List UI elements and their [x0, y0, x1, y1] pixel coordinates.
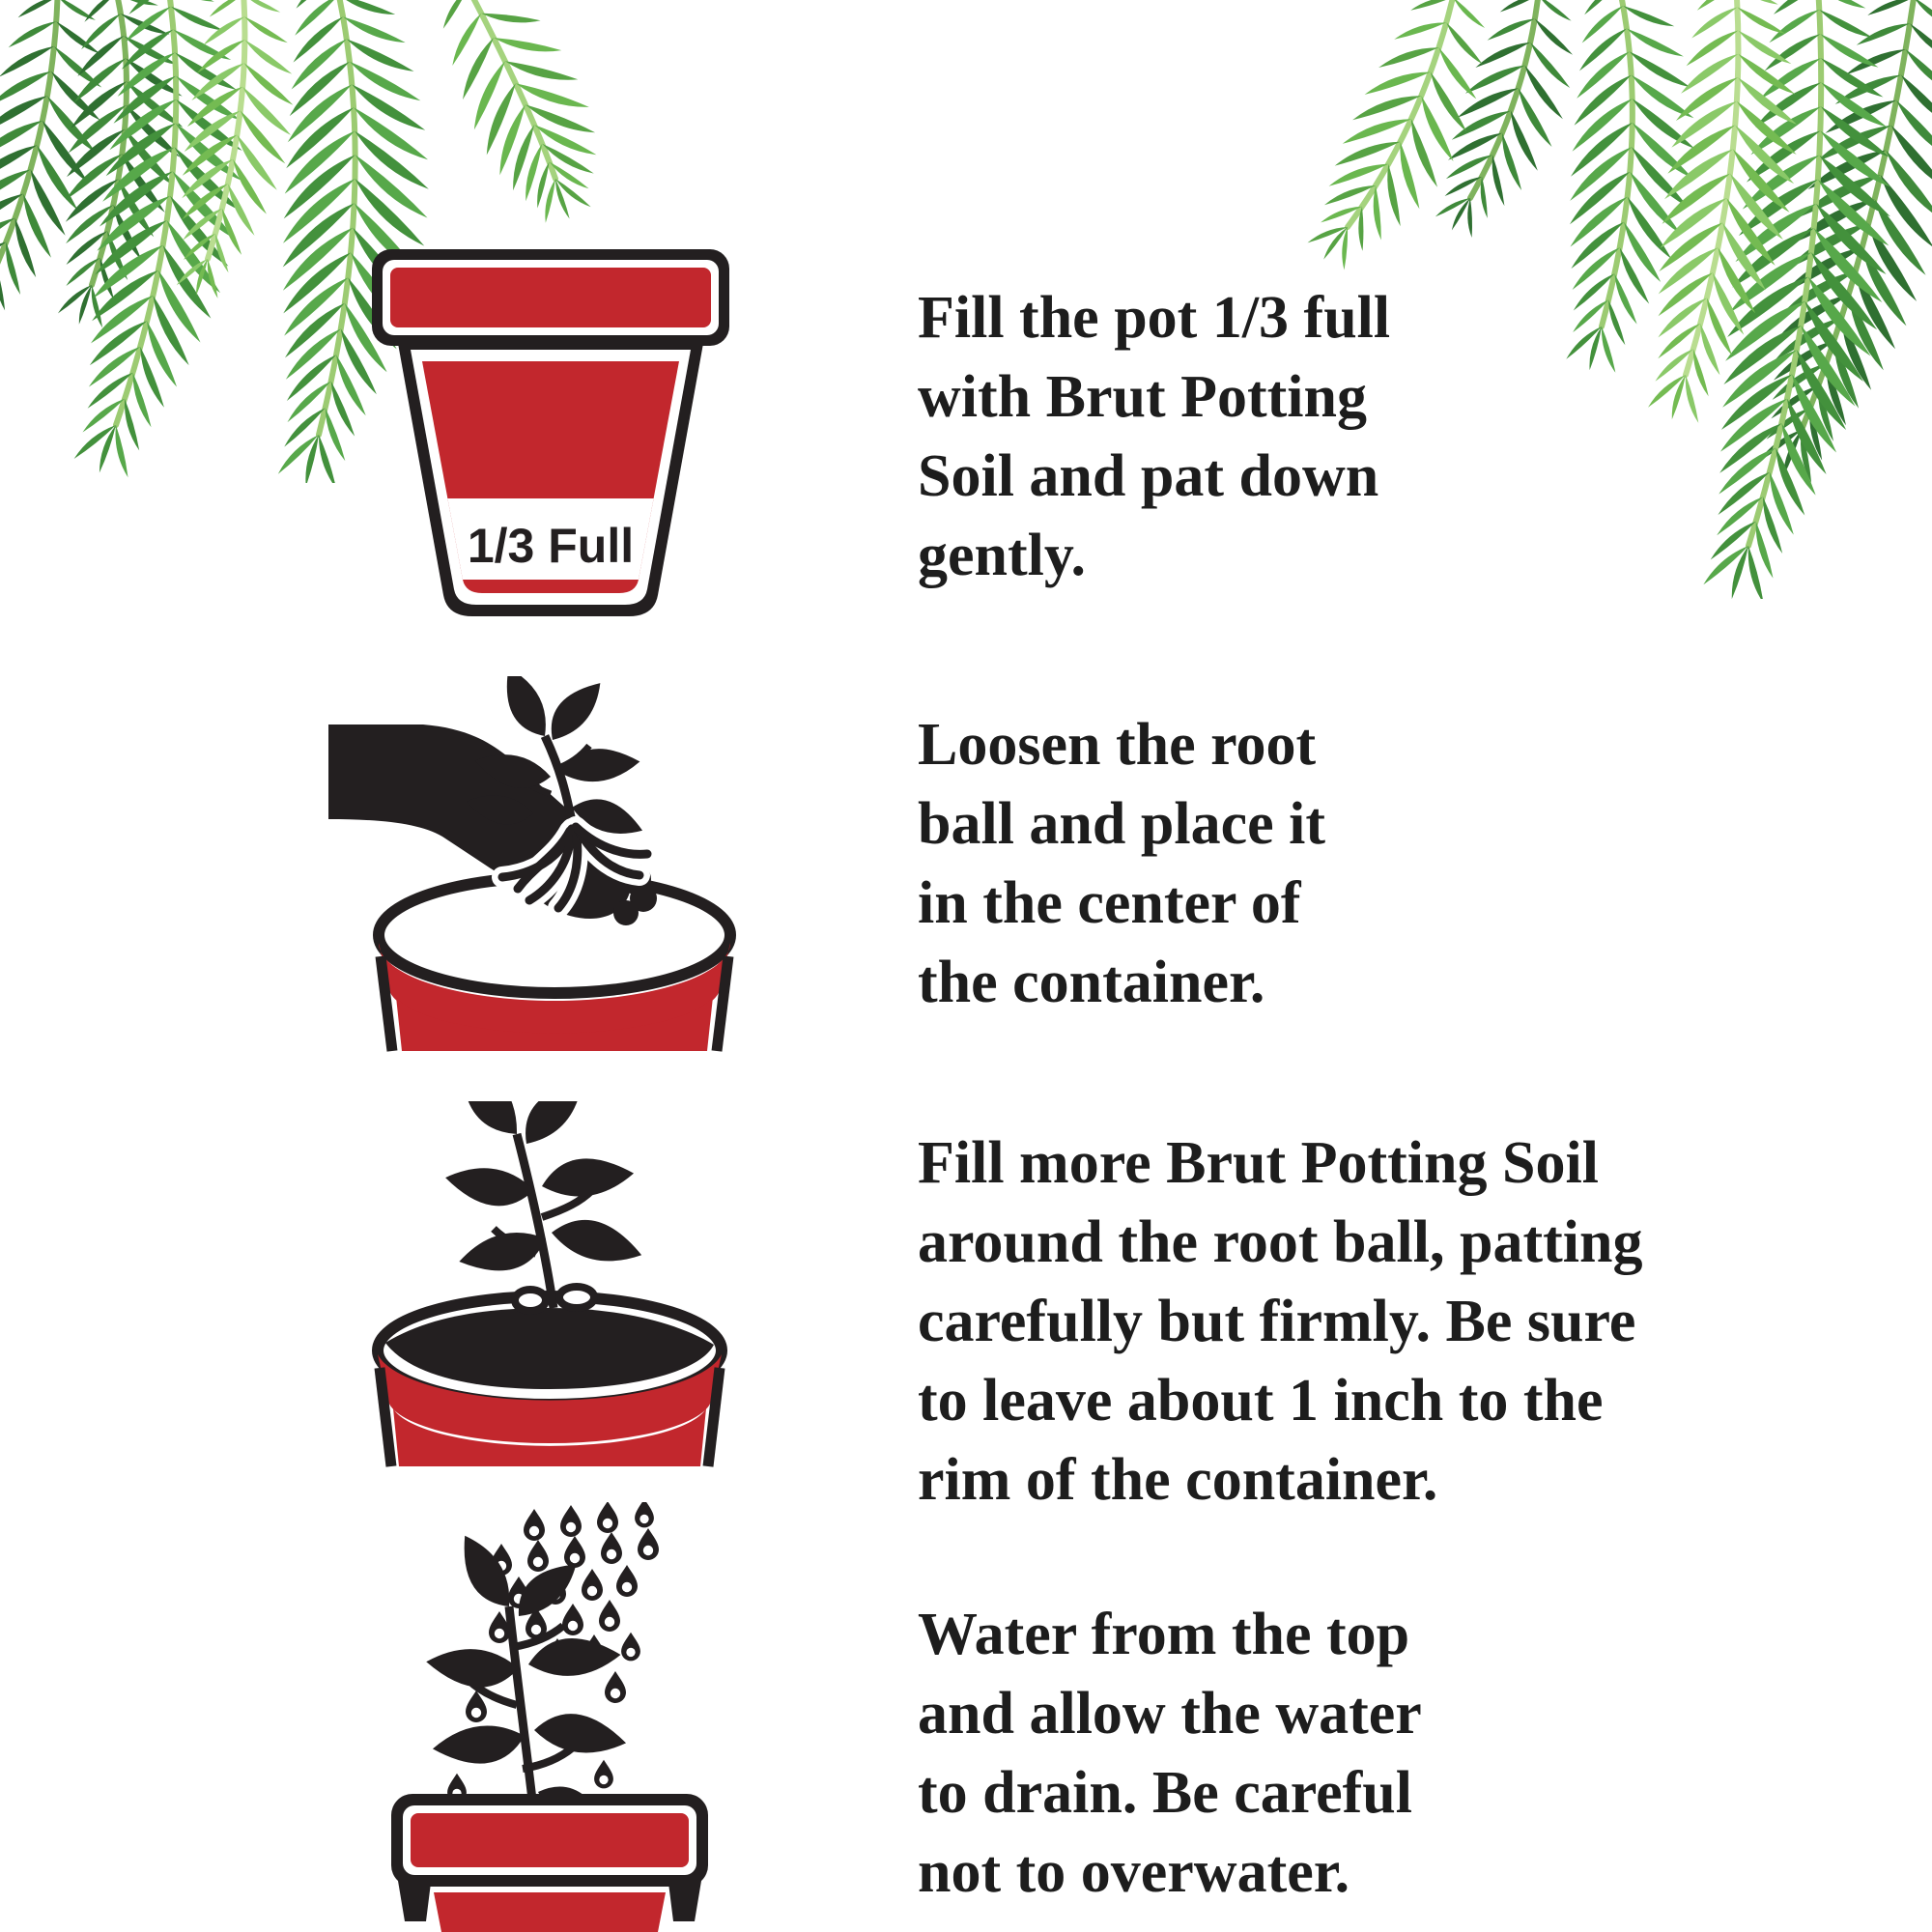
- step-text-line: carefully but firmly. Be sure: [918, 1289, 1636, 1354]
- step-text-line: not to overwater.: [918, 1839, 1350, 1905]
- step-3-text: [918, 1123, 1642, 1520]
- step-4-text: [918, 1595, 1422, 1912]
- step-text-line: rim of the container.: [918, 1447, 1438, 1513]
- step-text-line: in the center of: [918, 870, 1301, 936]
- step-text-line: Loosen the root: [918, 712, 1317, 778]
- fill-level-label: 1/3 Full: [467, 519, 635, 573]
- step-text-line: Fill more Brut Potting Soil: [918, 1130, 1599, 1196]
- watering-plant-icon: [372, 1502, 720, 1932]
- step-text-line: Water from the top: [918, 1602, 1410, 1667]
- step-text-line: Fill the pot 1/3 full: [918, 285, 1391, 351]
- step-2-text: [918, 705, 1325, 1022]
- step-text-line: gently.: [918, 523, 1086, 588]
- pot-one-third-full-icon: [372, 249, 729, 616]
- hand-placing-plant-icon: [328, 676, 782, 1053]
- step-1-text: [918, 278, 1390, 595]
- step-text-line: with Brut Potting: [918, 364, 1367, 430]
- step-text-line: ball and place it: [918, 791, 1326, 857]
- step-text-line: and allow the water: [918, 1681, 1422, 1747]
- plant-in-pot-icon: [353, 1101, 744, 1483]
- step-text-line: around the root ball, patting: [918, 1209, 1643, 1275]
- step-text-line: Soil and pat down: [918, 443, 1379, 509]
- step-text-line: the container.: [918, 950, 1265, 1015]
- step-text-line: to drain. Be careful: [918, 1760, 1413, 1826]
- step-text-line: to leave about 1 inch to the: [918, 1368, 1604, 1434]
